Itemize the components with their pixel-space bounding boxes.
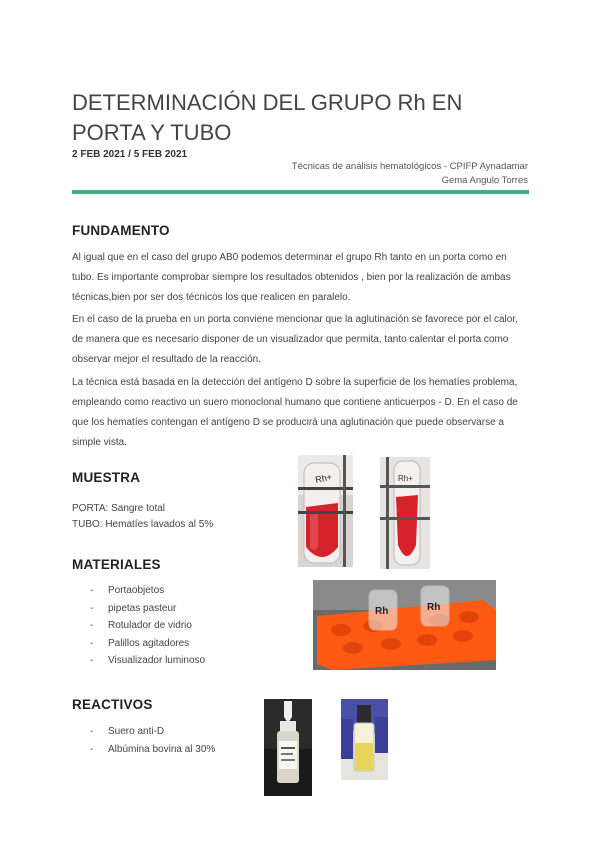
photo-albumin-bottle (341, 699, 388, 780)
muestra-line-porta: PORTA: Sangre total (72, 503, 166, 514)
list-item: - Rotulador de vidrio (72, 617, 292, 635)
photo-blood-tube-1 (298, 455, 353, 567)
page-title: DETERMINACIÓN DEL GRUPO Rh EN PORTA Y TUBO (72, 90, 463, 145)
muestra-line-tubo: TUBO: Hematíes lavados al 5% (72, 519, 214, 530)
paragraph-fundamento-1: Al igual que en el caso del grupo AB0 podemos determinar el grupo Rh tanto en un porta como en tubo. Es importante comprobar siempre los resultados obtenidos , bien por la realización de ambas técnicas,bien por ser dos técnicos los que realicen en paralelo. (72, 252, 511, 303)
list-item: - Portaobjetos (72, 582, 292, 600)
heading-fundamento: FUNDAMENTO (72, 223, 170, 238)
list-item: - Palillos agitadores (72, 635, 292, 653)
list-item: - Suero anti-D (72, 723, 292, 741)
list-item: - Visualizador luminoso (72, 652, 292, 670)
rack-tube-2-label: Rh (427, 602, 441, 613)
photo-anti-d-bottle (264, 699, 312, 796)
course-name: Técnicas de análisis hematológicos - CPIFP Aynadamar (291, 161, 528, 172)
author-name: Gema Angulo Torres (441, 175, 528, 186)
muestra-text (72, 501, 213, 533)
heading-muestra: MUESTRA (72, 470, 141, 485)
date-range: 2 FEB 2021 / 5 FEB 2021 (72, 149, 188, 160)
list-item: - Albúmina bovina al 30% (72, 741, 292, 759)
reactivos-list (72, 723, 292, 758)
photo-blood-tube-2 (380, 457, 430, 569)
tube-1-label: Rh+ (314, 471, 333, 485)
materiales-list (72, 582, 292, 670)
paragraph-fundamento-2: En el caso de la prueba en un porta conviene mencionar que la aglutinación se favorece por el calor, de manera que es necesario disponer de un visualizador que permita, tanto calentar el porta como observar mejor el resultado de la reacción. (72, 314, 518, 365)
list-item: - pipetas pasteur (72, 600, 292, 618)
photo-tube-rack (313, 580, 496, 670)
paragraph-fundamento-3: La técnica está basada en la detección del antígeno D sobre la superficie de los hematíes problema, empleando como reactivo un suero monoclonal humano que contiene anticuerpos - D. En el caso de que los hematíes contengan el antígeno D se producirá una aglutinación que puede observarse a simple vista. (72, 377, 518, 448)
header-meta (292, 160, 528, 188)
tube-2-label: Rh+ (398, 474, 413, 483)
heading-reactivos: REACTIVOS (72, 697, 153, 712)
header-divider (72, 190, 529, 194)
rack-tube-1-label: Rh (375, 606, 389, 617)
heading-materiales: MATERIALES (72, 557, 161, 572)
